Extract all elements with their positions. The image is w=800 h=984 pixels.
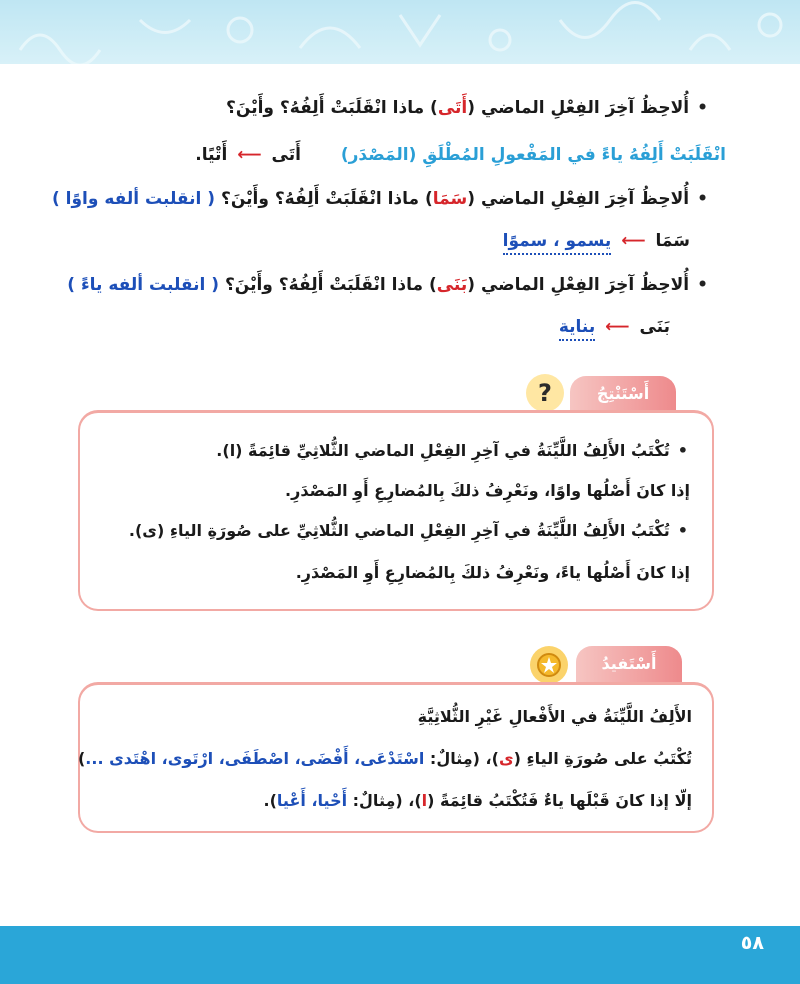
examples-text: أَحْيا، أَعْيا [276,791,348,810]
bullet: • [697,98,708,118]
benefit-tab: أَسْتَفيدُ [576,646,682,682]
page-number: ٥٨ [740,932,764,954]
handwritten-answer: ( انقلبت ألفه ياءً ) [67,275,220,295]
answer-line-1: انْقَلَبَتْ أَلِفُهُ ياءً في المَفْعولِ المُطْلَقِ (المَصْدَر) أَتَى ⟵ أَتْيًا. [195,145,726,165]
answer-text: انْقَلَبَتْ أَلِفُهُ ياءً في المَفْعولِ المُطْلَقِ (المَصْدَر) [340,145,726,165]
question-mark-icon: ? [526,374,564,412]
conclude-tab: أَسْتَنْتِجُ [570,376,676,412]
question-line-3: •أُلاحِظُ آخِرَ الفِعْلِ الماضي (بَنَى) ماذا انْقَلَبَتْ أَلِفُهُ؟ وأَيْنَ؟ ( انقلبت ألفه ياءً ) [67,272,708,298]
examples-text: اسْتَدْعَى، أَفْضَى، اصْطَفَى، ارْتَوى، اهْتَدى ... [85,749,425,768]
handwritten-answer: يسمو ، سموًا [503,231,612,255]
arrow-icon: ⟵ [605,317,630,337]
pattern-decoration [0,0,800,64]
answer-line-3: بَنَى ⟵ بناية [559,314,670,340]
handwritten-answer: ( انقلبت ألفه واوًا ) [51,189,216,209]
medal-icon [530,646,568,684]
conclude-line-4: إذا كانَ أَصْلُها ياءً، ونَعْرِفُ ذلكَ بِالمُضارِعِ أَوِ المَصْدَرِ. [295,563,690,582]
benefit-line-2: تُكْتَبُ على صُورَةِ الياءِ (ى)، (مِثالٌ: اسْتَدْعَى، أَفْضَى، اصْطَفَى، ارْتَوى، اهْتَدى ...) [77,749,692,768]
question-line-2: •أُلاحِظُ آخِرَ الفِعْلِ الماضي (سَمَا) ماذا انْقَلَبَتْ أَلِفُهُ؟ وأَيْنَ؟ ( انقلبت ألفه واوًا ) [52,186,708,212]
benefit-line-1: الأَلِفُ اللَّيِّنَةُ في الأَفْعالِ غَيْرِ الثُّلاثِيَّةِ [417,707,692,726]
question-line-1: •أُلاحِظُ آخِرَ الفِعْلِ الماضي (أَتَى) ماذا انْقَلَبَتْ أَلِفُهُ؟ وأَيْنَ؟ [226,95,708,121]
bullet: • [697,275,708,295]
handwritten-answer: بناية [559,317,595,341]
verb-highlight: أَتَى [437,98,468,118]
benefit-line-3: إلّا إذا كانَ قَبْلَها ياءٌ فَتُكْتَبُ قائِمَةً (ا)، (مِثالٌ: أَحْيا، أَعْيا). [263,791,692,810]
bullet: • [697,189,708,209]
verb-highlight: سَمَا [432,189,468,209]
conclude-line-3: •تُكْتَبُ الأَلِفُ اللَّيِّنَةُ في آخِرِ الفِعْلِ الماضي الثُّلاثِيِّ على صُورَةِ الياءِ (ى). [128,521,688,540]
arrow-icon: ⟵ [621,231,646,251]
arrow-icon: ⟵ [237,145,262,165]
conclude-line-1: •تُكْتَبُ الأَلِفُ اللَّيِّنَةُ في آخِرِ الفِعْلِ الماضي الثُّلاثِيِّ قائِمَةً (ا). [216,441,688,460]
verb-highlight: بَنَى [436,275,468,295]
bottom-band [0,926,800,984]
conclude-line-2: إذا كانَ أَصْلُها واوًا، ونَعْرِفُ ذلكَ بِالمُضارِعِ أَوِ المَصْدَرِ. [285,481,690,500]
top-decorative-band [0,0,800,64]
answer-line-2: سَمَا ⟵ يسمو ، سموًا [503,228,690,254]
